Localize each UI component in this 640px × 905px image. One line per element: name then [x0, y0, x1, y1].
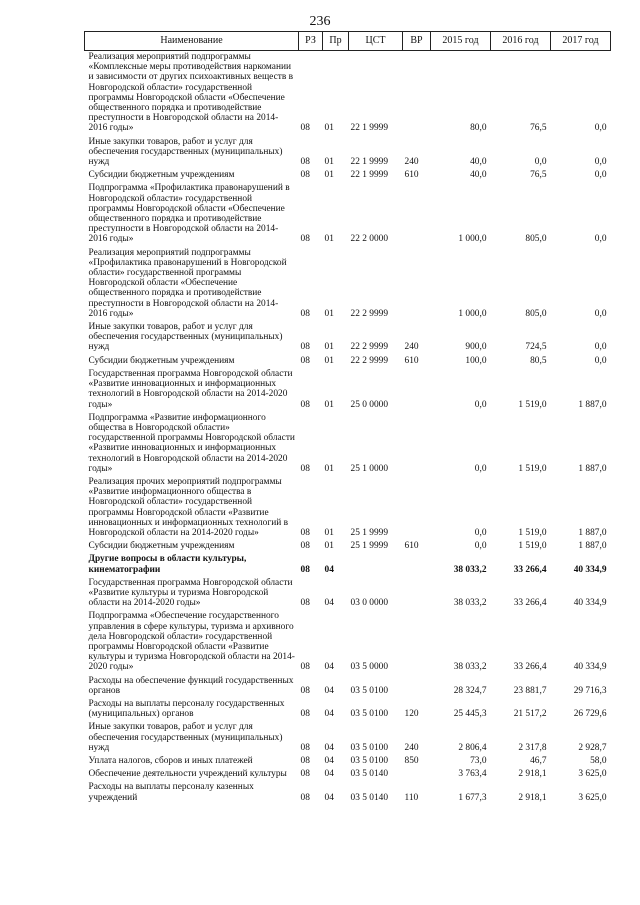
cell-vr	[403, 412, 431, 476]
cell-2015: 900,0	[465, 342, 487, 353]
cell-2017: 3 625,0	[578, 792, 607, 803]
cell-2017: 0,0	[594, 308, 607, 319]
cell-name: Уплата налогов, сборов и иных платежей	[88, 756, 253, 766]
cell-vr	[403, 247, 431, 321]
cell-pr: 01	[324, 527, 334, 538]
cell-name: Государственная программа Новгородской области «Развитие культуры и туризма Новгородской области на 2014-2020 годы»	[88, 577, 293, 609]
cell-rz: 08	[300, 170, 310, 181]
cell-cst: 22 2 0000	[350, 234, 388, 245]
cell-2017: 0,0	[594, 342, 607, 353]
cell-rz: 08	[300, 769, 310, 780]
cell-pr: 04	[324, 792, 334, 803]
cell-2017: 2 928,7	[578, 742, 607, 753]
cell-cst: 22 2 9999	[350, 342, 388, 353]
cell-2017: 3 625,0	[578, 769, 607, 780]
cell-rz: 08	[300, 598, 310, 609]
cell-2015: 0,0	[474, 463, 487, 474]
cell-rz: 08	[300, 399, 310, 410]
cell-rz: 08	[300, 564, 310, 575]
table-row	[85, 577, 611, 611]
cell-2015: 40,0	[470, 170, 487, 181]
cell-2016: 1 519,0	[518, 527, 547, 538]
cell-2015: 1 000,0	[458, 308, 487, 319]
cell-vr: 240	[404, 342, 419, 353]
table-row	[85, 721, 611, 755]
cell-name: Расходы на выплаты персоналу государственных (муниципальных) органов	[88, 698, 285, 720]
cell-rz: 08	[300, 123, 310, 134]
cell-name: Подпрограмма «Профилактика правонарушений в Новгородской области» государственной программы Новгородской области «Обеспечение общественного порядка и противодействие преступности в Новгородской области на 2014-2016 годы»	[88, 183, 290, 245]
cell-2016: 80,5	[530, 355, 547, 366]
column-header-2015: 2015 год	[431, 32, 491, 51]
cell-2015: 0,0	[474, 541, 487, 552]
cell-2015: 2 806,4	[458, 742, 487, 753]
page-number: 236	[309, 14, 331, 29]
cell-2016: 33 266,4	[513, 564, 547, 575]
cell-name: Обеспечение деятельности учреждений культуры	[88, 769, 287, 780]
cell-pr: 04	[324, 709, 334, 720]
cell-pr: 01	[324, 541, 334, 552]
table-row	[85, 182, 611, 246]
cell-name: Иные закупки товаров, работ и услуг для обеспечения государственных (муниципальных) нужд	[88, 322, 283, 353]
table-row	[85, 675, 611, 698]
cell-rz: 08	[300, 527, 310, 538]
cell-pr: 01	[324, 123, 334, 134]
cell-vr	[403, 368, 431, 412]
table-row	[85, 755, 611, 768]
cell-cst: 03 0 0000	[350, 598, 388, 609]
table-body	[85, 51, 611, 805]
cell-pr: 04	[324, 685, 334, 696]
cell-vr: 850	[404, 756, 419, 766]
cell-vr: 610	[404, 355, 419, 366]
cell-rz: 08	[300, 342, 310, 353]
cell-2017: 40 334,9	[573, 564, 607, 575]
cell-pr: 04	[324, 756, 334, 766]
table-header	[85, 32, 611, 51]
cell-2016: 76,5	[530, 170, 547, 181]
cell-2017: 0,0	[594, 157, 607, 168]
column-header-rz: РЗ	[299, 32, 323, 51]
cell-pr: 04	[324, 598, 334, 609]
table-row	[85, 412, 611, 476]
cell-name: Субсидии бюджетным учреждениям	[88, 355, 235, 366]
cell-rz: 08	[300, 463, 310, 474]
cell-rz: 08	[300, 157, 310, 168]
cell-pr: 01	[324, 355, 334, 366]
cell-name: Расходы на обеспечение функций государственных органов	[88, 675, 294, 696]
cell-vr	[403, 476, 431, 540]
budget-table	[84, 31, 611, 805]
cell-2015: 73,0	[470, 756, 487, 766]
cell-2016: 46,7	[530, 756, 547, 766]
cell-pr: 04	[324, 662, 334, 673]
cell-2015: 100,0	[465, 355, 487, 366]
column-header-name: Наименование	[85, 32, 299, 51]
table-row	[85, 247, 611, 321]
cell-vr: 610	[404, 541, 419, 552]
cell-2016: 1 519,0	[518, 399, 547, 410]
cell-2016: 2 317,8	[518, 742, 547, 753]
table-row	[85, 368, 611, 412]
cell-2017: 0,0	[594, 123, 607, 134]
cell-cst: 03 5 0140	[350, 769, 388, 780]
cell-pr: 01	[324, 399, 334, 410]
cell-name: Государственная программа Новгородской области «Развитие инновационных и информационных технологий в Новгородской области на 2014-2020 годы»	[88, 368, 293, 410]
cell-name: Иные закупки товаров, работ и услуг для обеспечения государственных (муниципальных) нужд	[88, 722, 283, 753]
cell-2016: 76,5	[530, 123, 547, 134]
cell-2017: 0,0	[594, 234, 607, 245]
cell-2015: 0,0	[474, 527, 487, 538]
cell-2016: 21 517,2	[513, 709, 547, 720]
cell-2016: 805,0	[525, 234, 547, 245]
cell-cst: 25 0 0000	[350, 399, 388, 410]
cell-2017: 40 334,9	[573, 662, 607, 673]
table-row	[85, 355, 611, 368]
cell-cst: 03 5 0000	[350, 662, 388, 673]
table-row	[85, 169, 611, 182]
cell-2015: 1 677,3	[458, 792, 487, 803]
cell-2016: 2 918,1	[518, 792, 547, 803]
cell-cst: 22 1 9999	[350, 123, 388, 134]
cell-2017: 40 334,9	[573, 598, 607, 609]
cell-cst: 22 2 9999	[350, 308, 388, 319]
cell-name: Подпрограмма «Развитие информационного общества в Новгородской области» государственной программы Новгородской области «Развитие инновационных и информационных технологий в Новгородской области на 2014-2020 годы»	[88, 412, 295, 474]
cell-vr: 240	[404, 157, 419, 168]
column-header-pr: Пр	[323, 32, 349, 51]
cell-vr	[403, 577, 431, 611]
cell-cst: 25 1 0000	[350, 463, 388, 474]
cell-cst: 03 5 0100	[350, 709, 388, 720]
cell-rz: 08	[300, 308, 310, 319]
table-row	[85, 553, 611, 576]
cell-2015: 38 033,2	[453, 564, 487, 575]
cell-rz: 08	[300, 709, 310, 720]
cell-2016: 805,0	[525, 308, 547, 319]
column-header-2017: 2017 год	[551, 32, 611, 51]
cell-2017: 1 887,0	[578, 399, 607, 410]
cell-2017: 0,0	[594, 355, 607, 366]
cell-pr: 01	[324, 342, 334, 353]
cell-2015: 40,0	[470, 157, 487, 168]
cell-pr: 01	[324, 157, 334, 168]
cell-2016: 1 519,0	[518, 463, 547, 474]
cell-vr	[403, 610, 431, 674]
cell-name: Субсидии бюджетным учреждениям	[88, 541, 235, 552]
cell-pr: 04	[324, 564, 334, 575]
table-row	[85, 321, 611, 355]
cell-cst: 03 5 0100	[350, 742, 388, 753]
cell-cst: 03 5 0140	[350, 792, 388, 803]
cell-2015: 25 445,3	[453, 709, 487, 720]
cell-cst: 22 1 9999	[350, 157, 388, 168]
column-header-cst: ЦСТ	[349, 32, 403, 51]
cell-2015: 1 000,0	[458, 234, 487, 245]
cell-cst	[349, 553, 403, 576]
cell-2016: 23 881,7	[513, 685, 547, 696]
cell-2015: 3 763,4	[458, 769, 487, 780]
cell-2016: 33 266,4	[513, 662, 547, 673]
cell-2016: 33 266,4	[513, 598, 547, 609]
column-header-vr: ВР	[403, 32, 431, 51]
cell-vr	[403, 51, 431, 136]
cell-2017: 1 887,0	[578, 463, 607, 474]
cell-2017: 26 729,6	[573, 709, 607, 720]
cell-rz: 08	[300, 355, 310, 366]
cell-2016: 1 519,0	[518, 541, 547, 552]
cell-2017: 1 887,0	[578, 541, 607, 552]
cell-cst: 03 5 0100	[350, 685, 388, 696]
cell-vr	[403, 675, 431, 698]
cell-2017: 1 887,0	[578, 527, 607, 538]
table-row	[85, 51, 611, 136]
cell-rz: 08	[300, 541, 310, 552]
table-row	[85, 476, 611, 540]
cell-name: Реализация мероприятий подпрограммы «Комплексные меры противодействия наркомании и зависимости от других психоактивных веществ в Новгородской области» государственной программы Новгородской области «Обеспечение общественного порядка и противодействие преступности в Новгородской области на 2014-2016 годы»	[88, 52, 294, 134]
cell-cst: 25 1 9999	[350, 527, 388, 538]
cell-name: Расходы на выплаты персоналу казенных учреждений	[88, 782, 254, 803]
cell-pr: 01	[324, 170, 334, 181]
cell-pr: 01	[324, 234, 334, 245]
cell-name: Реализация прочих мероприятий подпрограммы «Развитие информационного общества в Новгородской области» государственной программы Новгородской области «Развитие инновационных и информационных технологий в Новгородской области на 2014-2020 годы»	[88, 476, 289, 538]
cell-2016: 724,5	[525, 342, 547, 353]
cell-pr: 01	[324, 463, 334, 474]
cell-2016: 2 918,1	[518, 769, 547, 780]
cell-rz: 08	[300, 756, 310, 766]
table-row	[85, 698, 611, 721]
cell-cst: 22 1 9999	[350, 170, 388, 181]
cell-rz: 08	[300, 685, 310, 696]
table-row	[85, 610, 611, 674]
cell-name: Другие вопросы в области культуры, кинематографии	[88, 554, 247, 575]
column-header-2016: 2016 год	[491, 32, 551, 51]
cell-vr	[403, 768, 431, 781]
cell-2017: 0,0	[594, 170, 607, 181]
cell-2015: 38 033,2	[453, 662, 487, 673]
cell-vr: 610	[404, 170, 419, 181]
cell-rz: 08	[300, 742, 310, 753]
cell-2017: 58,0	[590, 756, 607, 766]
cell-rz: 08	[300, 792, 310, 803]
cell-pr: 01	[324, 308, 334, 319]
table-row	[85, 136, 611, 170]
cell-2015: 80,0	[470, 123, 487, 134]
cell-2015: 38 033,2	[453, 598, 487, 609]
cell-2017: 29 716,3	[573, 685, 607, 696]
cell-vr	[403, 182, 431, 246]
cell-name: Субсидии бюджетным учреждениям	[88, 170, 235, 181]
cell-vr: 120	[404, 709, 419, 720]
table-row	[85, 781, 611, 804]
cell-2015: 28 324,7	[453, 685, 487, 696]
cell-name: Реализация мероприятий подпрограммы «Профилактика правонарушений в Новгородской области» государственной программы Новгородской области «Обеспечение общественного порядка и противодействие преступности в Новгородской области на 2014-2016 годы»	[88, 247, 287, 319]
cell-cst: 25 1 9999	[350, 541, 388, 552]
cell-name: Подпрограмма «Обеспечение государственного управления в сфере культуры, туризма и архивного дела Новгородской области» государственной программы Новгородской области «Развитие культуры и туризма Новгородской области на 2014-2020 годы»	[88, 611, 295, 673]
cell-2015: 0,0	[474, 399, 487, 410]
cell-name: Иные закупки товаров, работ и услуг для обеспечения государственных (муниципальных) нужд	[88, 136, 283, 168]
cell-cst: 22 2 9999	[350, 355, 388, 366]
cell-vr: 240	[404, 742, 419, 753]
table-row	[85, 768, 611, 781]
cell-2016: 0,0	[534, 157, 547, 168]
cell-rz: 08	[300, 234, 310, 245]
cell-cst: 03 5 0100	[350, 756, 388, 766]
cell-vr	[403, 553, 431, 576]
table-row	[85, 540, 611, 553]
cell-pr: 04	[324, 769, 334, 780]
cell-rz: 08	[300, 662, 310, 673]
cell-vr: 110	[404, 792, 419, 803]
cell-pr: 04	[324, 742, 334, 753]
